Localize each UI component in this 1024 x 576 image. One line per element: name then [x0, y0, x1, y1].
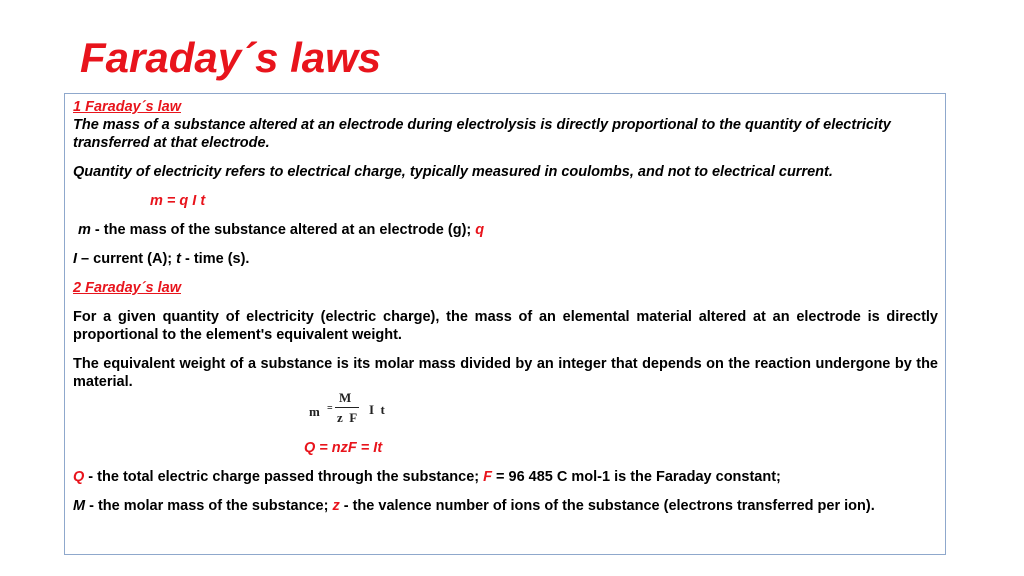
law2-formula: Q = nzF = It	[304, 440, 383, 456]
symbol-t: t	[176, 251, 181, 267]
law2-def-M-z	[73, 497, 938, 515]
law2-equiv: The equivalent weight of a substance is its molar mass divided by an integer that depends on the reaction undergone by the material.	[73, 356, 938, 390]
def-m-text: - the mass of the substance altered at an electrode (g);	[90, 222, 476, 238]
fraction-equals: =	[327, 403, 333, 414]
symbol-F: F	[483, 469, 492, 485]
def-Q-text: - the total electric charge passed through the substance;	[84, 469, 484, 485]
law1-heading: 1 Faraday´s law	[73, 99, 181, 115]
law1-formula: m = q I t	[150, 193, 206, 209]
symbol-i: I	[73, 251, 78, 267]
def-F-text: = 96 485 C mol-1 is the Faraday constant;	[491, 469, 781, 485]
fraction-numerator: M	[339, 390, 352, 405]
law1-def-m	[73, 221, 938, 239]
def-z-text: - the valence number of ions of the substance (electrons transferred per ion).	[339, 498, 875, 514]
def-t-text: - time (s).	[180, 251, 250, 267]
law2-heading: 2 Faraday´s law	[73, 280, 181, 296]
symbol-z: z	[332, 498, 340, 514]
page-title: Faraday´s laws	[80, 34, 382, 81]
law1-statement: The mass of a substance altered at an electrode during electrolysis is directly proportional to the quantity of electricity transferred at that electrode.	[73, 117, 891, 151]
def-i-text: – current (A);	[77, 251, 177, 267]
content-box	[64, 93, 946, 555]
law2-statement: For a given quantity of electricity (electric charge), the mass of an elemental material altered at an electrode is directly proportional to the element's equivalent weight.	[73, 309, 938, 343]
fraction-denominator: z F	[337, 410, 358, 425]
symbol-q: q	[475, 222, 485, 238]
law2-def-Q-F	[73, 468, 938, 486]
symbol-m: m	[78, 222, 91, 238]
fraction-formula	[73, 392, 938, 426]
fraction-rhs: I t	[369, 402, 385, 417]
law1-note: Quantity of electricity refers to electrical charge, typically measured in coulombs, and not to electrical current.	[73, 164, 833, 180]
law1-def-i-t	[73, 250, 938, 268]
symbol-M: M	[73, 498, 86, 514]
symbol-Q: Q	[73, 469, 85, 485]
fraction-lhs: m	[309, 404, 320, 419]
fraction-bar	[335, 407, 359, 408]
def-M-text: - the molar mass of the substance;	[85, 498, 333, 514]
